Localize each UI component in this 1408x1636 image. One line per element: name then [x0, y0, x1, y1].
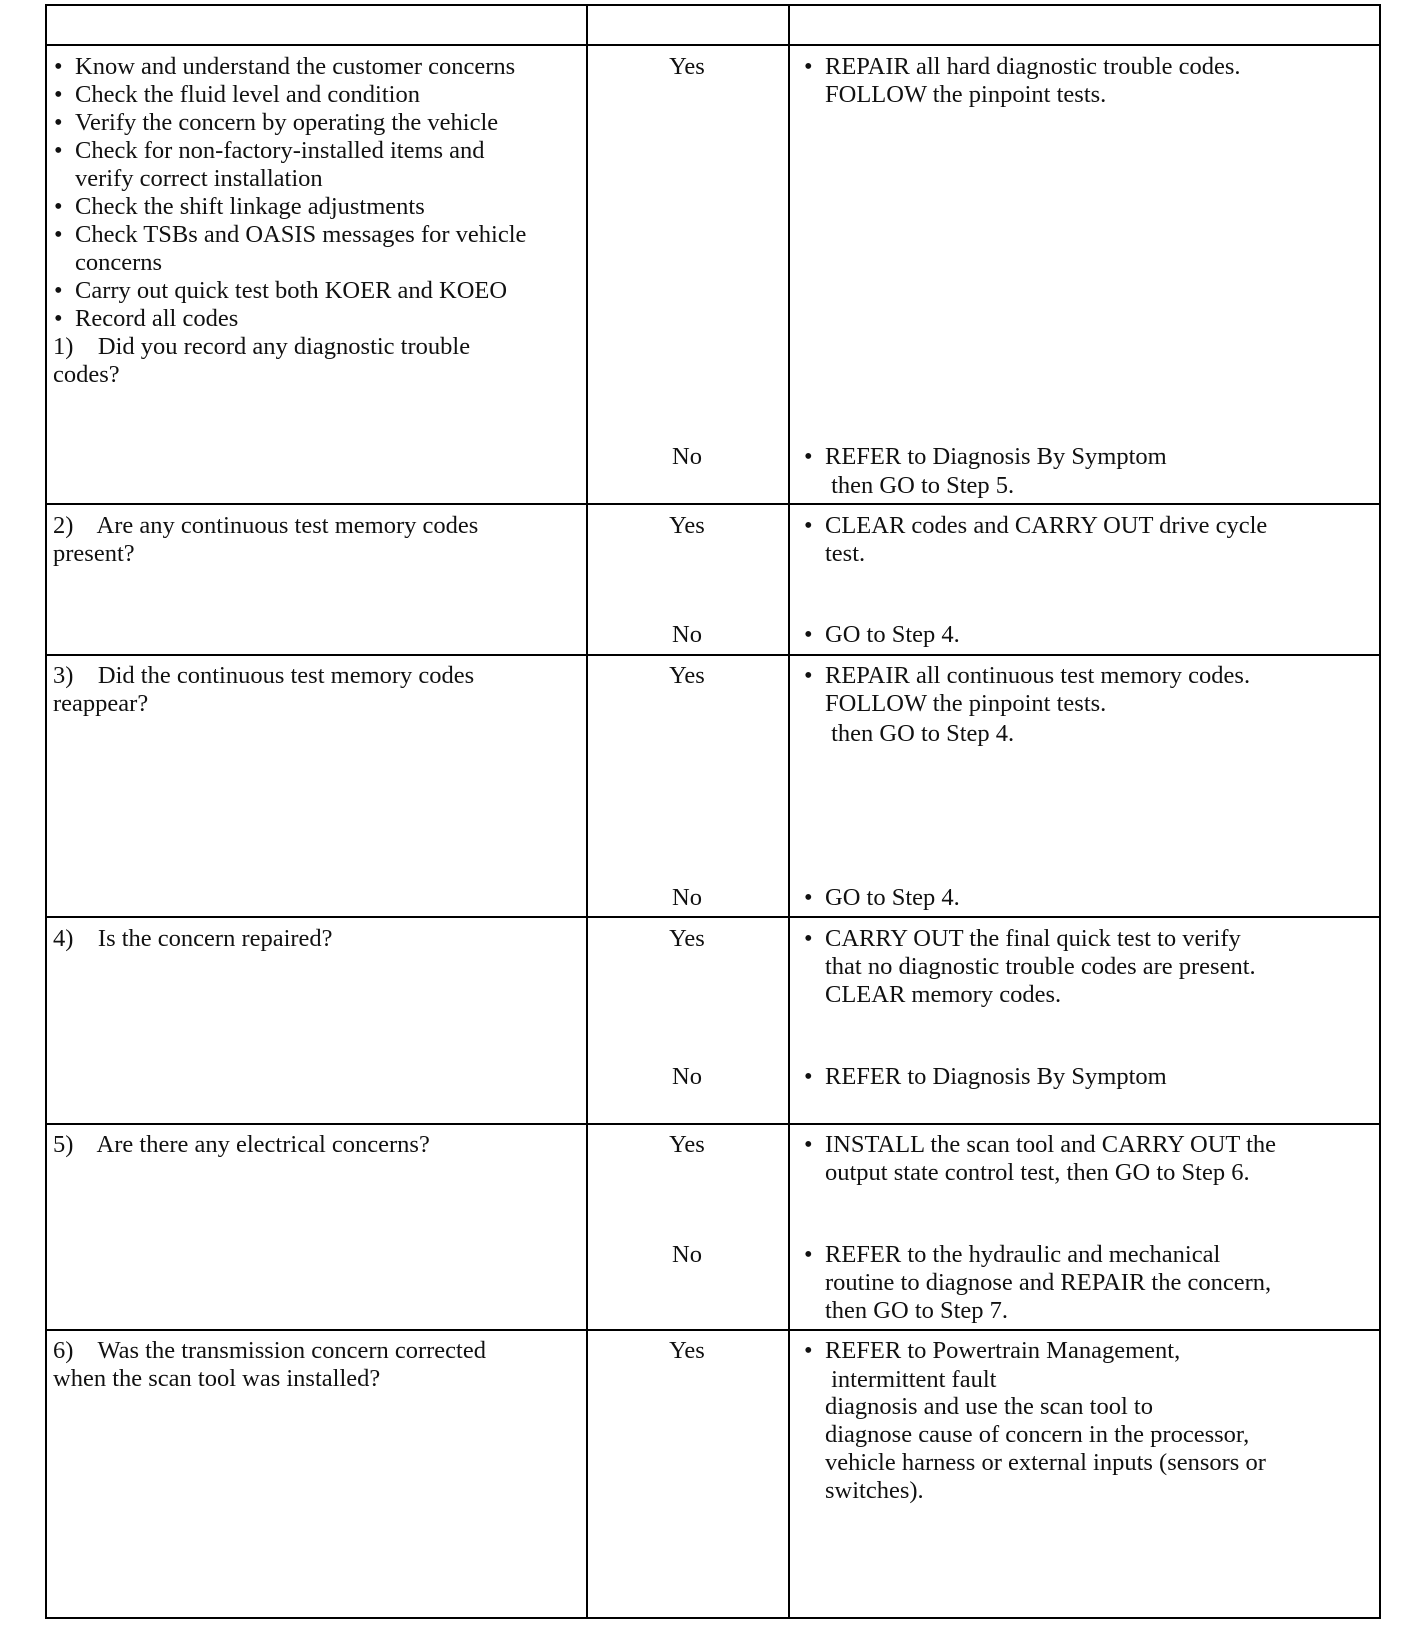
step-2-question-cont: present?: [53, 540, 135, 567]
step-4-yes-action-cont: CLEAR memory codes.: [825, 981, 1062, 1008]
step-5-no-action-cont: then GO to Step 7.: [825, 1297, 1009, 1324]
step-1-bullet: • Check the fluid level and condition: [75, 80, 420, 109]
column-divider-1: [586, 6, 588, 1617]
step-1-bullet: • Verify the concern by operating the vehicle: [75, 108, 498, 137]
step-6-yes-action-cont: diagnose cause of concern in the processor,: [825, 1421, 1250, 1448]
step-1-yes-action: • REPAIR all hard diagnostic trouble codes.: [825, 52, 1241, 81]
step-4-yes-action: • CARRY OUT the final quick test to verify: [825, 924, 1241, 953]
step-1-bullet: • Check TSBs and OASIS messages for vehicle: [75, 220, 526, 249]
step-6-yes-action-cont: switches).: [825, 1477, 924, 1504]
step-1-no-action: • REFER to Diagnosis By Symptom: [825, 442, 1167, 471]
step-1-bullet: • Check the shift linkage adjustments: [75, 192, 425, 221]
step-5-no-action: • REFER to the hydraulic and mechanical: [825, 1240, 1220, 1269]
step-6-yes-action: • REFER to Powertrain Management,: [825, 1336, 1180, 1365]
step-4-question: 4) Is the concern repaired?: [53, 925, 333, 952]
step-4-no: No: [672, 1063, 702, 1090]
step-3-yes: Yes: [669, 662, 705, 689]
step-3-yes-action: • REPAIR all continuous test memory codes.: [825, 661, 1250, 690]
step-6-question-cont: when the scan tool was installed?: [53, 1365, 381, 1392]
step-1-no-action-cont: then GO to Step 5.: [825, 472, 1015, 499]
step-2-no-action: • GO to Step 4.: [825, 620, 960, 649]
row-divider-5: [47, 1123, 1379, 1125]
step-4-yes: Yes: [669, 925, 705, 952]
step-3-question: 3) Did the continuous test memory codes: [53, 662, 475, 689]
step-1-yes: Yes: [669, 53, 705, 80]
step-5-yes-action: • INSTALL the scan tool and CARRY OUT the: [825, 1130, 1276, 1159]
step-1-bullet: • Know and understand the customer concerns: [75, 52, 515, 81]
step-5-yes-action-cont: output state control test, then GO to Step 6.: [825, 1159, 1250, 1186]
step-3-yes-action-cont: then GO to Step 4.: [825, 720, 1015, 747]
step-2-question: 2) Are any continuous test memory codes: [53, 512, 479, 539]
step-5-question: 5) Are there any electrical concerns?: [53, 1131, 430, 1158]
step-4-yes-action-cont: that no diagnostic trouble codes are present.: [825, 953, 1256, 980]
step-1-bullet: • Check for non-factory-installed items and: [75, 136, 485, 165]
step-1-question: 1) Did you record any diagnostic trouble: [53, 333, 471, 360]
step-1-yes-action-cont: FOLLOW the pinpoint tests.: [825, 81, 1107, 108]
step-6-yes-action-cont: diagnosis and use the scan tool to: [825, 1393, 1153, 1420]
step-1-bullet-continuation: verify correct installation: [75, 165, 323, 192]
step-4-no-action: • REFER to Diagnosis By Symptom: [825, 1062, 1167, 1091]
step-2-yes: Yes: [669, 512, 705, 539]
step-1-no: No: [672, 443, 702, 470]
step-3-no: No: [672, 884, 702, 911]
row-divider-2: [47, 503, 1379, 505]
step-2-yes-action: • CLEAR codes and CARRY OUT drive cycle: [825, 511, 1267, 540]
step-1-question-cont: codes?: [53, 361, 120, 388]
step-6-question: 6) Was the transmission concern corrected: [53, 1337, 486, 1364]
row-divider-3: [47, 654, 1379, 656]
step-3-no-action: • GO to Step 4.: [825, 883, 960, 912]
step-1-bullet: • Carry out quick test both KOER and KOEO: [75, 276, 507, 305]
step-1-bullet-continuation: concerns: [75, 249, 163, 276]
header-row-divider: [47, 44, 1379, 46]
row-divider-6: [47, 1329, 1379, 1331]
step-2-yes-action-cont: test.: [825, 540, 866, 567]
row-divider-4: [47, 916, 1379, 918]
step-2-no: No: [672, 621, 702, 648]
step-5-no: No: [672, 1241, 702, 1268]
step-3-question-cont: reappear?: [53, 690, 149, 717]
step-1-bullet: • Record all codes: [75, 304, 238, 333]
step-5-yes: Yes: [669, 1131, 705, 1158]
step-6-yes-action-cont: vehicle harness or external inputs (sensors or: [825, 1449, 1266, 1476]
step-6-yes: Yes: [669, 1337, 705, 1364]
step-6-yes-action-cont: intermittent fault: [825, 1366, 997, 1393]
column-divider-2: [788, 6, 790, 1617]
step-3-yes-action-cont: FOLLOW the pinpoint tests.: [825, 690, 1107, 717]
step-5-no-action-cont: routine to diagnose and REPAIR the concern,: [825, 1269, 1272, 1296]
